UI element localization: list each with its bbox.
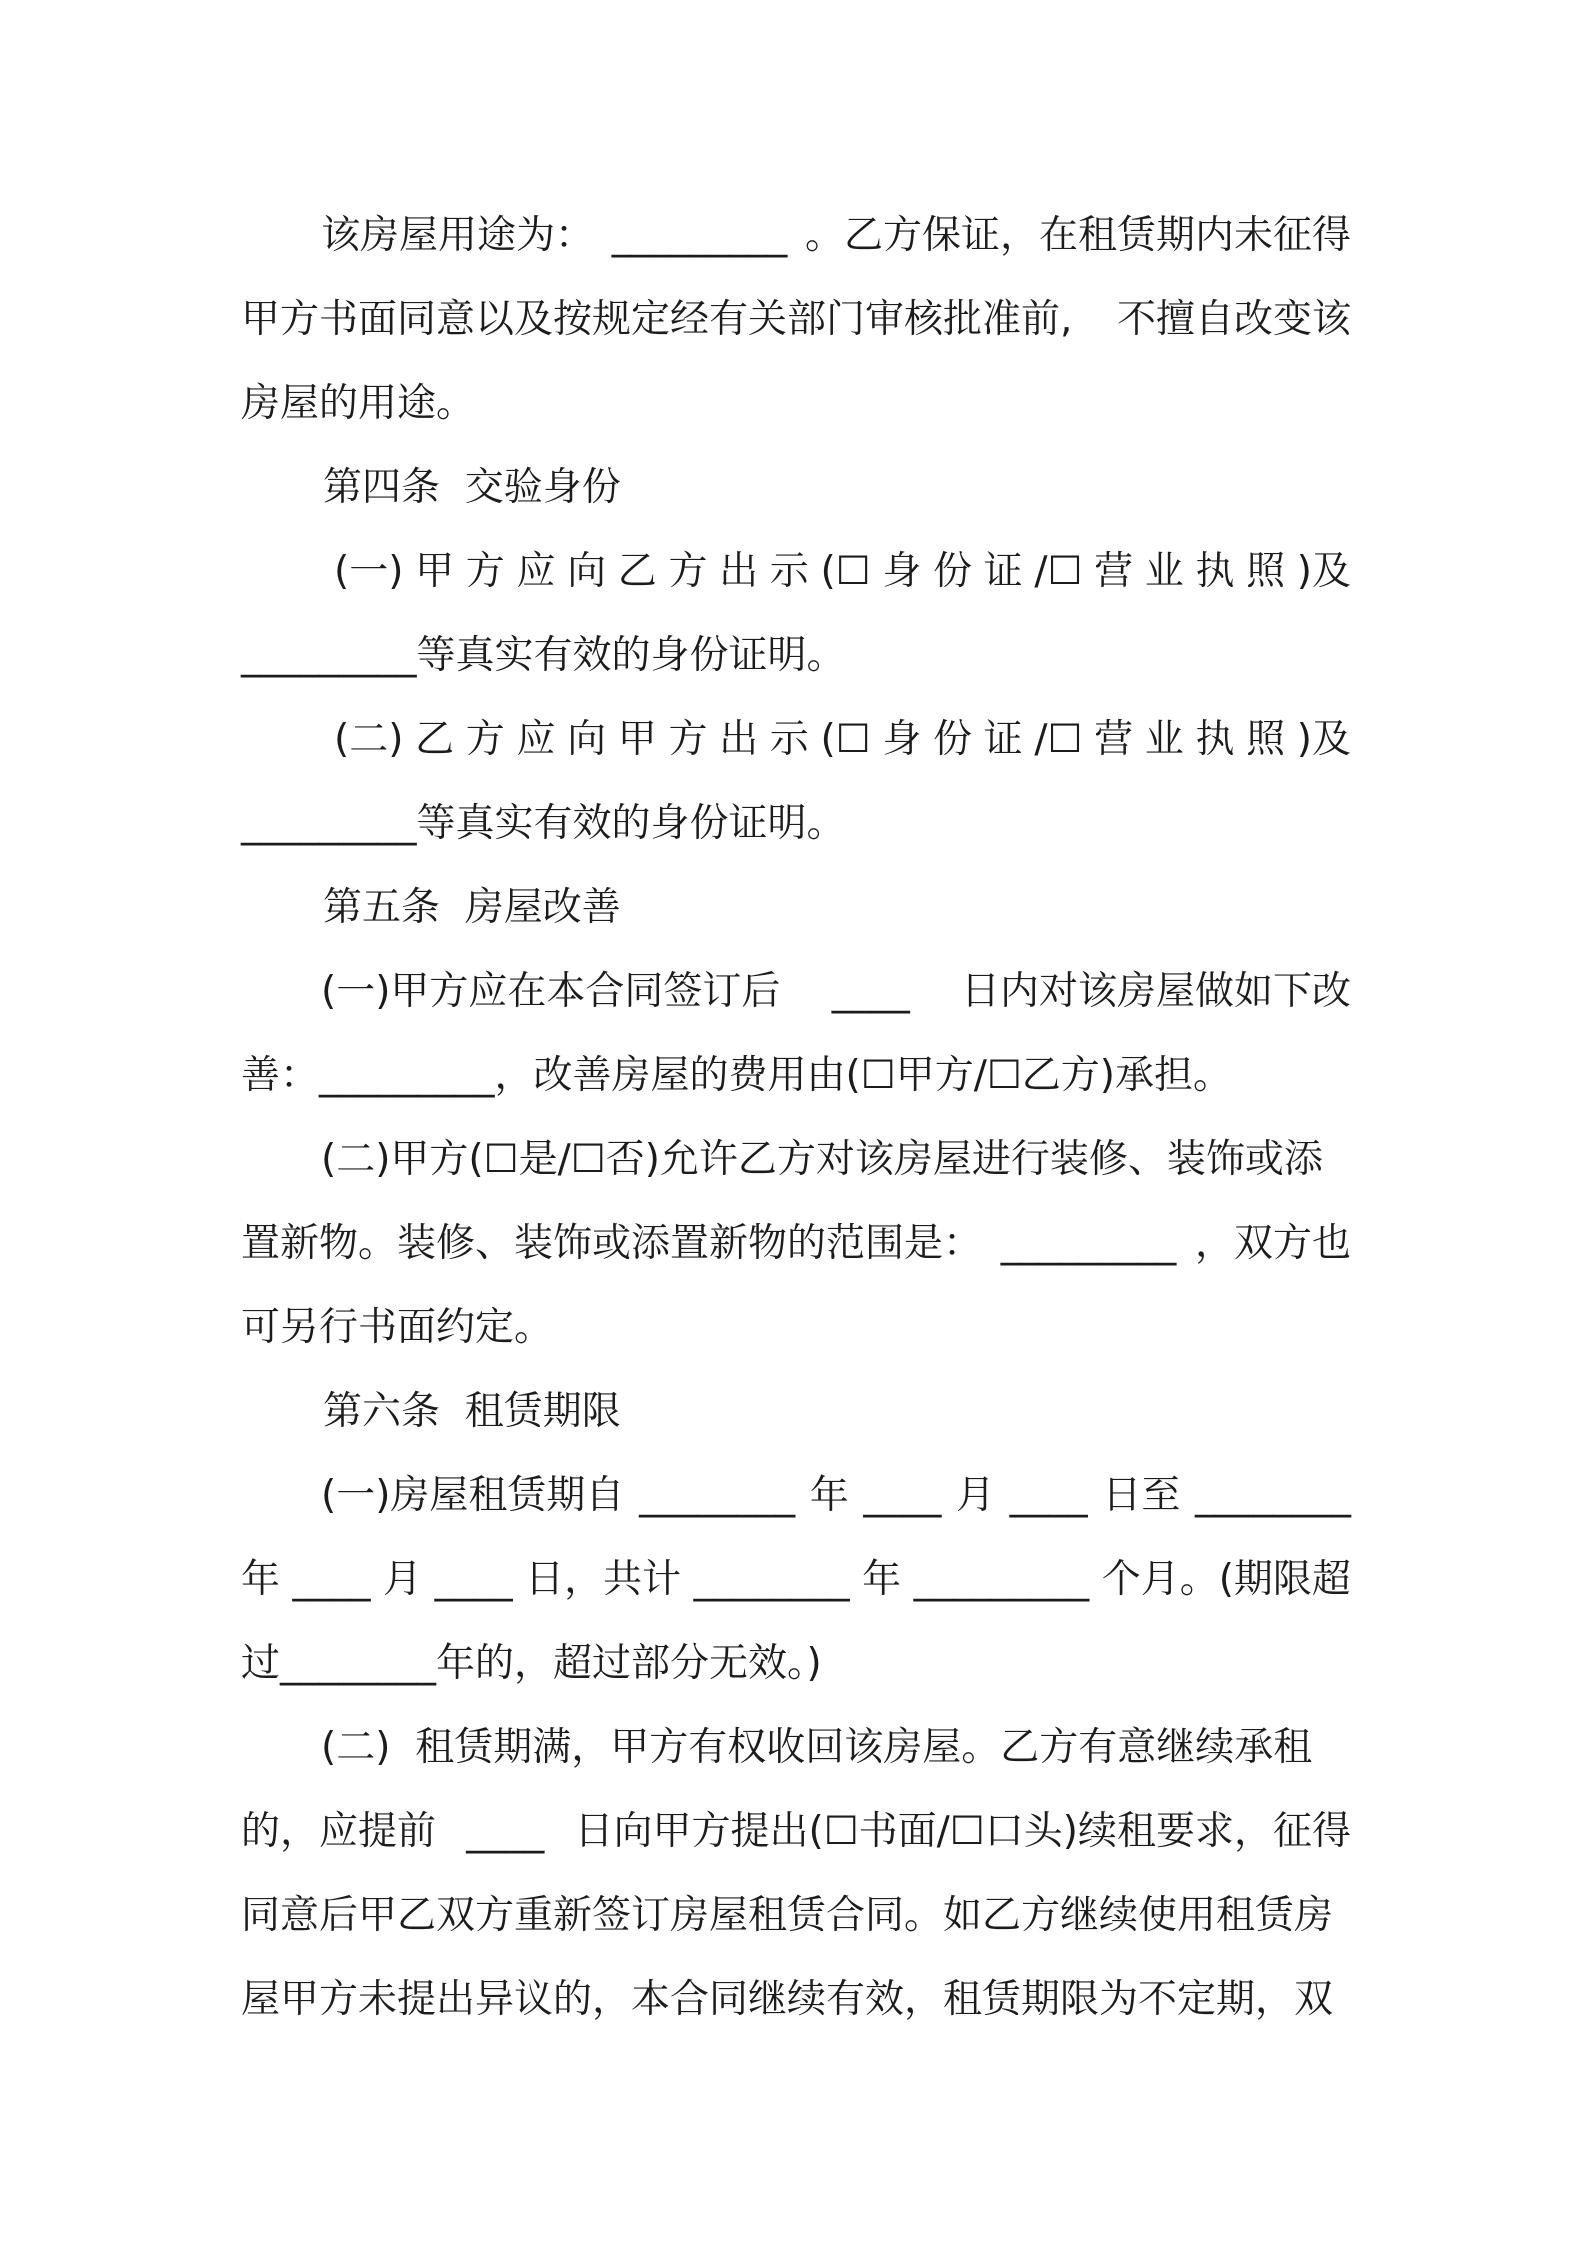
document-line [241,1454,1351,1538]
text-segment: (☐ [820,717,871,762]
text-segment: 甲 [415,549,455,594]
text-segment: 过 [241,1641,281,1686]
text-segment: 方 [668,549,708,594]
blank-fill-field: _________ [319,1053,495,1098]
text-segment: 同意后甲乙双方重新签订房屋租赁合同。如乙方继续使用租赁房 [241,1893,1334,1938]
blank-fill-field: ____ [863,1473,942,1518]
text-segment: 证 [983,549,1023,594]
text-segment: 业 [1144,549,1184,594]
text-segment: 不擅自改变该 [1116,297,1351,342]
document-line [241,1034,1351,1118]
text-segment: 方 [668,717,708,762]
text-segment: 年 [862,1557,902,1602]
text-segment: 向 [567,549,607,594]
document-line [241,1874,1351,1958]
text-segment: ，双方也 [1194,1221,1351,1266]
text-segment: 房屋的用途。 [241,381,476,426]
text-segment: 应 [516,717,556,762]
text-segment: (二) [334,717,404,762]
text-segment: 日，共计 [525,1557,682,1602]
text-segment: (一)甲方应在本合同签订后 [321,969,781,1014]
text-segment: 月 [956,1473,996,1518]
text-segment: (一)房屋租赁期自 [321,1473,625,1518]
text-segment: 份 [932,717,972,762]
blank-fill-field: ____ [1009,1473,1088,1518]
document-line [241,866,1351,950]
text-segment: 个月。(期限超 [1101,1557,1351,1602]
text-segment: 月 [383,1557,423,1602]
document-line [241,950,1351,1034]
text-segment: 日至 [1102,1473,1181,1518]
document-line [241,1538,1351,1622]
text-segment: 乙 [617,549,657,594]
blank-fill-field: _________ [611,213,788,258]
text-segment: 善： [241,1053,320,1098]
text-segment: 该房屋用途为： [321,213,595,258]
document-body [241,194,1351,2042]
text-segment: ，改善房屋的费用由(☐甲方/☐乙方)承担。 [494,1053,1233,1098]
text-segment: 示 [769,717,809,762]
blank-fill-field: ________ [280,1641,437,1686]
text-segment: )及 [1296,549,1351,594]
text-segment: 营 [1094,717,1134,762]
document-line [241,362,1351,446]
document-line [241,1958,1351,2042]
text-segment: 第四条 交验身份 [323,465,621,510]
text-segment: 等真实有效的身份证明。 [416,801,846,846]
document-line [241,530,1351,614]
text-segment: 第六条 租赁期限 [323,1389,621,1434]
text-segment: 出 [719,549,759,594]
text-segment: 照 [1246,549,1286,594]
document-line [241,698,1351,782]
text-segment: 业 [1144,717,1184,762]
blank-fill-field: _________ [913,1557,1090,1602]
document-line [241,614,1351,698]
document-line [241,1790,1351,1874]
text-segment: 应 [516,549,556,594]
blank-fill-field: _________ [241,801,417,846]
blank-fill-field: ____ [292,1557,371,1602]
text-segment: 执 [1195,717,1235,762]
text-segment: 可另行书面约定。 [241,1305,554,1350]
blank-fill-field: ____ [466,1809,545,1854]
text-segment: 的，应提前 [241,1809,437,1854]
text-segment: 甲方书面同意以及按规定经有关部门审核批准前, [241,297,1073,342]
text-segment: (☐ [820,549,871,594]
blank-fill-field: ____ [434,1557,513,1602]
text-segment: (一) [334,549,404,594]
blank-fill-field: ________ [1194,1473,1351,1518]
document-line [241,194,1351,278]
text-segment: 年 [809,1473,849,1518]
document-line [241,1202,1351,1286]
blank-fill-field: ________ [639,1473,796,1518]
document-line [241,446,1351,530]
document-line [241,782,1351,866]
text-segment: 日向甲方提出(☐书面/☐口头)续租要求，征得 [574,1809,1351,1854]
document-line [241,1118,1351,1202]
text-segment: 向 [567,717,607,762]
text-segment: 出 [719,717,759,762]
blank-fill-field: _________ [1000,1221,1177,1266]
text-segment: 乙 [415,717,455,762]
text-segment: 日内对该房屋做如下改 [960,969,1351,1014]
text-segment: 。乙方保证，在租赁期内未征得 [804,213,1351,258]
document-line [241,1286,1351,1370]
text-segment: (二)甲方(☐是/☐否)允许乙方对该房屋进行装修、装饰或添 [321,1137,1323,1182]
text-segment: 方 [465,717,505,762]
text-segment: 第五条 房屋改善 [323,885,621,930]
text-segment: 方 [465,549,505,594]
text-segment: /☐ [1034,717,1083,762]
document-line [241,1706,1351,1790]
text-segment: 份 [932,549,972,594]
blank-fill-field: ____ [831,969,910,1014]
document-line [241,1622,1351,1706]
text-segment: 年的，超过部分无效。) [436,1641,822,1686]
text-segment: 照 [1246,717,1286,762]
text-segment: /☐ [1034,549,1083,594]
text-segment: 等真实有效的身份证明。 [416,633,846,678]
text-segment: (二) 租赁期满，甲方有权收回该房屋。乙方有意继续承租 [321,1725,1313,1770]
blank-fill-field: _________ [241,633,417,678]
text-segment: 执 [1195,549,1235,594]
text-segment: 身 [882,549,922,594]
text-segment: 营 [1094,549,1134,594]
text-segment: 示 [769,549,809,594]
text-segment: 身 [882,717,922,762]
text-segment: 年 [241,1557,281,1602]
text-segment: 屋甲方未提出异议的，本合同继续有效，租赁期限为不定期，双 [241,1977,1334,2022]
text-segment: 置新物。装修、装饰或添置新物的范围是： [241,1221,983,1266]
text-segment: 证 [983,717,1023,762]
document-line [241,1370,1351,1454]
blank-fill-field: ________ [693,1557,850,1602]
text-segment: 甲 [617,717,657,762]
text-segment: )及 [1296,717,1351,762]
document-line [241,278,1351,362]
